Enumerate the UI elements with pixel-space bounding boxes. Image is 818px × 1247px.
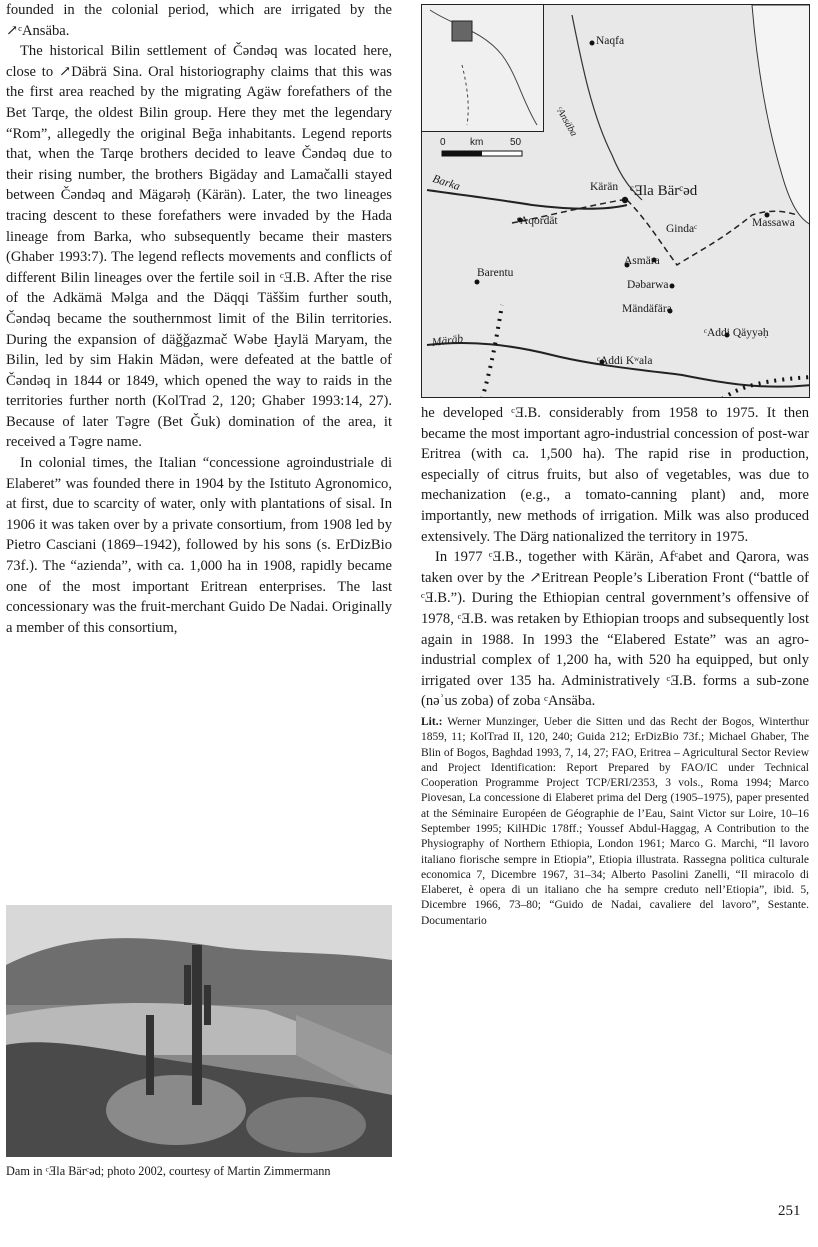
map-label-mandafara: Mändäfära [622, 303, 672, 315]
map-label-addi-qayyah: ᶜAddi Qäyyəḥ [704, 327, 769, 339]
literature-text: Werner Munzinger, Ueber die Sitten und das Recht der Bogos, Winterthur 1859, 11; KolTrad II, 120, 240; Guida 212; ErDizBio 73f.; Michael Ghaber, The Blin of Bogos, Baghdad 1993, 7, 14, 27; FAO, Eritrea – Agricultural Sector Review and Project Identification: Report Prepared by FAO/IC under Technical Cooperation Programme Project TCP/ERI/2353, 3 vols., Roma 1994; Marco Piovesan, La concessione di Elaberet prima del Derg (1905–1975), paper presented at the Séminaire Européen de Géographie de l’Eau, Saint Victor sur Loire, 10–16 September 1995; KilHDic 178ff.; Youssef Abdul-Haggag, A Contribution to the Physiography of Northern Ethiopia, London 1961; Marco G. Marchi, “Il lavoro italiano fiorische sempre in Etiopia”, Etiopia illustrata. Rassegna politica culturale economica 7, Dicembre 1967, 31–34; Alberto Pasolini Zanelli, “Il miracolo di Elaberet, è opera di un italiano che ha sempre creduto nell’Etiopia”, ibid. 5, Dicembre 1966, 73–80; “Guido de Nadai, cavaliere del lavoro”, Sestante. Documentario [421, 715, 810, 927]
dam-photo [6, 905, 392, 1157]
map-label-barentu: Barentu [477, 267, 514, 279]
scale-zero: 0 [440, 137, 446, 148]
map-label-agordat: ᶜAqordät [517, 215, 558, 227]
map-label-asmara: Asmära [624, 255, 660, 267]
map-label-ansaba: ᶜAnsäba [553, 104, 580, 139]
literature-label: Lit.: [421, 715, 443, 728]
scale-max: 50 [510, 137, 522, 148]
map-label-ela-bared: ᶜƎla Bärᶜəd [630, 183, 698, 199]
right-text-column [421, 403, 809, 929]
photo-drawing [6, 905, 392, 1157]
map-label-dabarwa: Dəbarwa [627, 279, 669, 291]
inset-drawing [422, 5, 543, 131]
paragraph: In 1977 ᶜƎ.B., together with Kärän, Afᶜabet and Qarora, was taken over by the ↗Eritrean People’s Liberation Front (“battle of ᶜƎ.B.”). During the Ethiopian central government’s offensive of 1978, ᶜƎ.B. was retaken by Ethiopian troops and subsequently lost again in 1988. In 1993 the “Elabered Estate” was an agro-industrial complex of 1,200 ha, with 520 ha equipped, but only irrigated over 135 ha. Administratively ᶜƎ.B. forms a sub-zone (nəʾus zoba) of zoba ᶜAnsäba. [421, 549, 809, 710]
paragraph: founded in the colonial period, which are irrigated by the ↗ᶜAnsäba. [6, 2, 392, 39]
literature-section [421, 715, 809, 929]
map-label-marab: Märäb [431, 332, 464, 350]
regional-map [421, 4, 810, 398]
scale-bar [440, 137, 550, 165]
photo-caption: Dam in ᶜƎla Bärᶜəd; photo 2002, courtesy of Martin Zimmermann [6, 1164, 331, 1178]
map-label-barka: Barka [430, 172, 462, 194]
left-text-column [6, 0, 392, 638]
map-label-massawa: Massawa [752, 217, 795, 229]
page-number: 251 [778, 1203, 801, 1219]
paragraph: The historical Bilin settlement of Čəndəq was located here, close to ↗Däbrä Sina. Oral historiography claims that this was the first area reached by the migrating Agäw forefathers of the Bet Tarqe, the oldest Bilin group. Here they met the legendary “Rom”, allegedly the original Beğa inhabitants. Legend reports that, when the Tarqe brothers decided to leave Čəndəq due to their rising number, the brothers Bigäday and Lamačalli stayed between Čəndəq and Mägarəḥ (Kärän). Later, the two lineages tracing descent to these forefathers were invaded by the Hada lineage from Barka, who subsequently became their masters (Ghaber 1993:7). The legend reflects movements and conflicts of different Bilin lineages over the fertile soil in ᶜƎ.B. After the rise of the Adkämä Mǝlga and the Däqqi Täššim further south, Čəndəq became the southernmost limit of the Bilin territories. During the expansion of däǧǧazmač Wǝbe Ḫaylä Maryam, the Bilin, led by sim Hakin Mädən, were defeated at the battle of Čəndəq in 1844 or 1849, which opened the way to raids in the territories further north (KolTrad 2, 120; Ghaber 1993:14, 27). Because of later Təgre (Bet Ǧuk) domination of the area, it received a Təgre name. [6, 43, 392, 451]
scale-unit: km [470, 137, 484, 148]
map-label-karan: Kärän [590, 181, 619, 193]
map-label-naqfa: Naqfa [596, 35, 625, 47]
paragraph: he developed ᶜƎ.B. considerably from 1958 to 1975. It then became the most important agro-industrial concession of post-war Eritrea (with ca. 1,500 ha). The rapid rise in production, especially of citrus fruits, but also of vegetables, was due to mechanization (e.g., a tomato-canning plant) and, more importantly, new methods of irrigation. Milk was also produced extensively. The Därg nationalized the territory in 1975. [421, 405, 809, 545]
paragraph: In colonial times, the Italian “concessione agroindustriale di Elaberet” was founded there in 1904 by the Istituto Agronomico, at first, due to scarcity of water, only with plantations of sisal. In 1906 it was taken over by a private consortium, from 1908 led by Pietro Casciani (1869–1942), followed by his sons (s. ErDizBio 73f.). The “azienda”, with ca. 1,000 ha in 1908, rapidly became one of the most important Eritrean enterprises. The last concessionary was the fruit-merchant Guido De Nadai. Originally a member of this consortium, [6, 455, 392, 636]
map-inset [422, 5, 544, 132]
map-label-ginda: Gindaᶜ [666, 223, 698, 235]
map-label-addi-kwala: ᶜAddi Kʷala [597, 355, 653, 367]
